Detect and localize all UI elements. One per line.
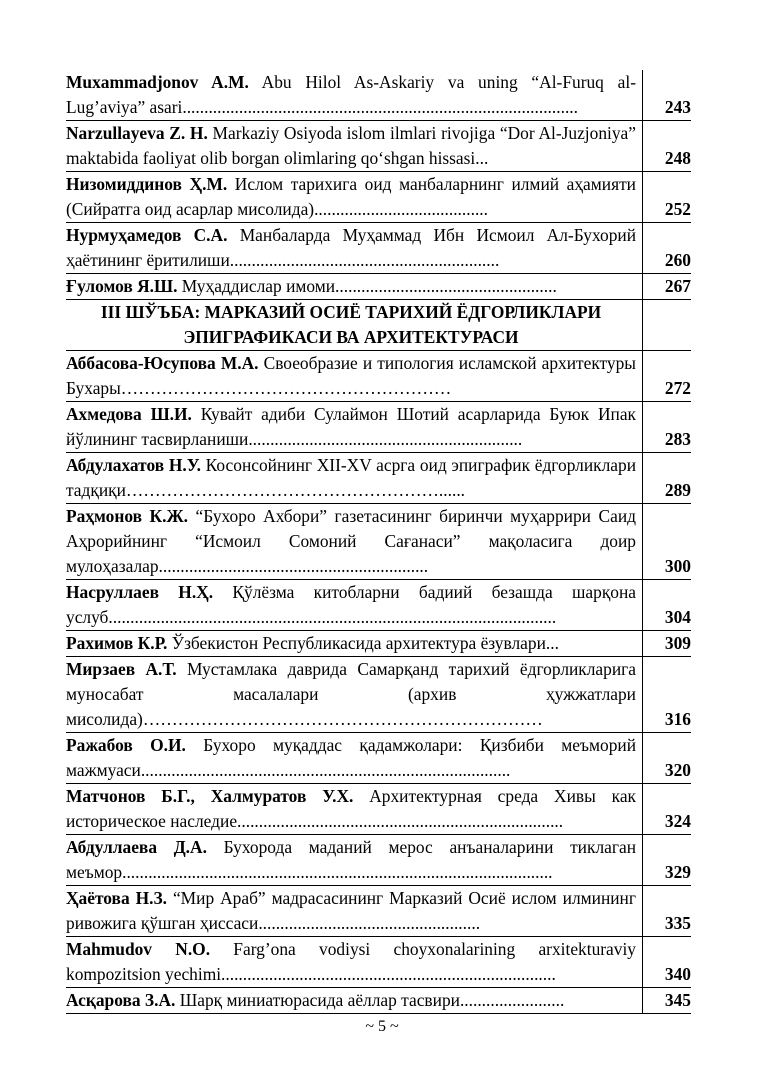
toc-entry-text	[66, 988, 643, 1014]
toc-author: Narzullayeva Z. H.	[66, 123, 208, 143]
toc-entry-text	[66, 835, 643, 886]
toc-entry-row	[66, 504, 691, 580]
toc-page-number: 345	[643, 988, 692, 1014]
toc-entry-text	[66, 733, 643, 784]
toc-entry-row	[66, 733, 691, 784]
toc-author: Нурмуҳамедов С.А.	[66, 225, 228, 245]
toc-entry-row	[66, 121, 691, 172]
toc-entry-row	[66, 988, 691, 1014]
toc-title: “Мир Араб” мадрасасининг Марказий Осиё ислом илмининг ривожига қўшган ҳиссаси...................................................	[66, 888, 636, 933]
toc-entry-text	[66, 351, 643, 402]
toc-title: Архитектурная среда Хивы как историческое наследие...........................................................................	[66, 786, 636, 831]
toc-entry-row	[66, 274, 691, 300]
toc-entry-text	[66, 784, 643, 835]
toc-page-number: 272	[643, 351, 692, 402]
toc-title: Бухоро муқаддас қадамжолари: Қизбиби меъморий мажмуаси.....................................................................................	[66, 735, 637, 780]
toc-entry-text	[66, 121, 643, 172]
toc-entry-text	[66, 453, 643, 504]
toc-page-number: 300	[643, 504, 692, 580]
toc-author: Матчонов Б.Г., Халмуратов У.Х.	[66, 786, 354, 806]
toc-author: Рахимов К.Р.	[66, 633, 168, 653]
toc-page-number: 309	[643, 631, 692, 657]
toc-author: Мирзаев А.Т.	[66, 659, 177, 679]
toc-title: Abu Hilol As-Askariy va uning “Al-Furuq al-Lug’aviya” asari...........................................................................................	[66, 72, 636, 117]
toc-entry-row	[66, 402, 691, 453]
toc-page-number: 252	[643, 172, 692, 223]
toc-author: Насруллаев Н.Ҳ.	[66, 582, 214, 602]
toc-entry-row	[66, 172, 691, 223]
toc-title: “Бухоро Ахбори” газетасининг биринчи муҳаррири Саид Аҳрорийнинг “Исмоил Сомоний Сағанаси” мақоласига доир мулоҳазалар..............................................................	[66, 506, 636, 576]
toc-entry-row	[66, 351, 691, 402]
toc-author: Абдуллаева Д.А.	[66, 837, 207, 857]
toc-title: Мустамлака даврида Самарқанд тарихий ёдгорликларига муносабат масалалари (архив ҳужжатлари мисолида)……………………………………………………………	[66, 659, 637, 729]
toc-author: Mahmudov N.O.	[66, 939, 211, 959]
toc-page-number: 248	[643, 121, 692, 172]
toc-title: Қўлёзма китобларни бадиий безашда шарқона услуб.......................................................................................................	[66, 582, 636, 627]
toc-entry-text	[66, 886, 643, 937]
toc-author: Аббасова-Юсупова М.А.	[66, 353, 259, 373]
table-of-contents	[66, 70, 691, 1014]
toc-entry-row	[66, 886, 691, 937]
toc-page-empty	[643, 300, 692, 351]
toc-page-number: 316	[643, 657, 692, 733]
toc-entry-row	[66, 70, 691, 121]
toc-entry-text	[66, 70, 643, 121]
toc-author: Muxammadjonov A.M.	[66, 72, 249, 92]
page-number-footer: ~ 5 ~	[365, 1018, 399, 1035]
toc-title: Кувайт адиби Сулаймон Шотий асарларида Буюк Ипак йўлининг тасвирланиши...............................................................	[66, 404, 636, 449]
toc-page-number: 260	[643, 223, 692, 274]
toc-entry-text	[66, 504, 643, 580]
toc-page-number: 267	[643, 274, 692, 300]
toc-page-number: 329	[643, 835, 692, 886]
toc-entry-text	[66, 402, 643, 453]
toc-entry-row	[66, 937, 691, 988]
toc-entry-row	[66, 453, 691, 504]
toc-page-number: 243	[643, 70, 692, 121]
toc-title: Косонсойнинг XII-XV асрга оид эпиграфик ёдгорликлари тадқиқи………………………………………………......	[66, 455, 636, 500]
toc-title: Ислом тарихига оид манбаларнинг илмий аҳамияти (Сийратга оид асарлар мисолида)........................................	[66, 174, 636, 219]
toc-entry-row	[66, 223, 691, 274]
section-heading: III ШЎЪБА: МАРКАЗИЙ ОСИЁ ТАРИХИЙ ЁДГОРЛИКЛАРИ ЭПИГРАФИКАСИ ВА АРХИТЕКТУРАСИ	[66, 300, 643, 351]
toc-author: Ҳаётова Н.З.	[66, 888, 167, 908]
toc-entry-row	[66, 657, 691, 733]
toc-author: Ражабов О.И.	[66, 735, 186, 755]
toc-entry-row	[66, 784, 691, 835]
toc-author: Асқарова З.А.	[66, 990, 176, 1010]
toc-title: Бухорода маданий мерос анъаналарини тиклаган меъмор...................................................................................................	[66, 837, 636, 882]
toc-author: Абдулахатов Н.У.	[66, 455, 201, 475]
toc-section-row	[66, 300, 691, 351]
toc-page-number: 289	[643, 453, 692, 504]
toc-title: Шарқ миниатюрасида аёллар тасвири........................	[175, 990, 565, 1010]
toc-title: Ўзбекистон Республикасида архитектура ёзувлари...	[167, 633, 559, 653]
toc-entry-text	[66, 274, 643, 300]
toc-page-number: 324	[643, 784, 692, 835]
toc-entry-text	[66, 580, 643, 631]
toc-title: Markaziy Osiyoda islom ilmlari rivojiga “Dor Al-Juzjoniya” maktabida faoliyat olib borgan olimlaring qo‘shgan hissasi...	[66, 123, 636, 168]
toc-entry-row	[66, 580, 691, 631]
toc-author: Ахмедова Ш.И.	[66, 404, 192, 424]
toc-author: Раҳмонов К.Ж.	[66, 506, 189, 526]
toc-entry-text	[66, 631, 643, 657]
toc-title: Своеобразие и типология исламской архитектуры Бухары…………………………………………………	[66, 353, 636, 398]
toc-author: Низомиддинов Ҳ.М.	[66, 174, 228, 194]
toc-page-number: 304	[643, 580, 692, 631]
toc-entry-text	[66, 223, 643, 274]
toc-entry-row	[66, 835, 691, 886]
toc-page-number: 320	[643, 733, 692, 784]
toc-title: Муҳаддислар имоми...................................................	[177, 276, 557, 296]
toc-title: Farg’ona vodiysi choyxonalarining arxitekturaviy kompozitsion yechimi.............................................................................	[66, 939, 636, 984]
toc-page-number: 335	[643, 886, 692, 937]
toc-page-number: 283	[643, 402, 692, 453]
toc-entry-text	[66, 937, 643, 988]
toc-entry-row	[66, 631, 691, 657]
toc-entry-text	[66, 657, 643, 733]
toc-page-number: 340	[643, 937, 692, 988]
toc-entry-text	[66, 172, 643, 223]
toc-title: Манбаларда Муҳаммад Ибн Исмоил Ал-Бухорий ҳаётининг ёритилиши..............................................................	[66, 225, 636, 270]
toc-author: Ғуломов Я.Ш.	[66, 276, 178, 296]
